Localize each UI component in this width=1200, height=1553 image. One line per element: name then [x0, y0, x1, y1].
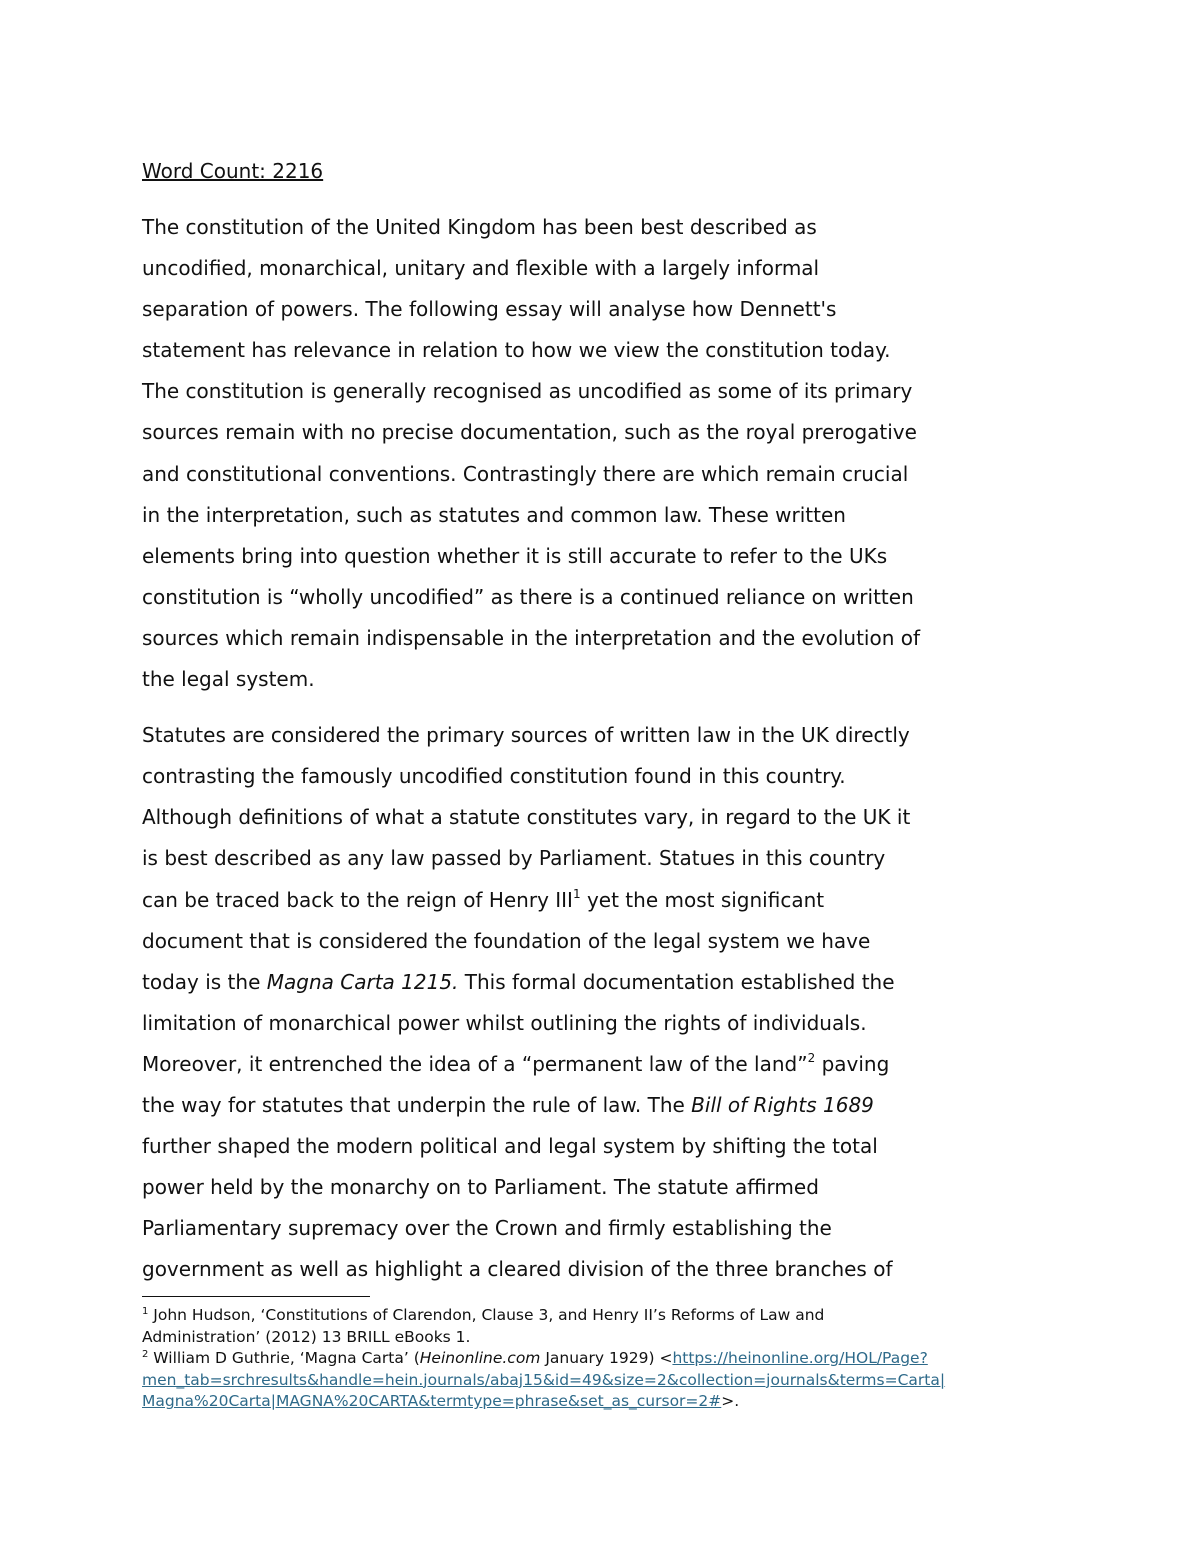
text: paving [815, 1051, 890, 1076]
paragraph-1 [142, 207, 1082, 700]
text-line [142, 1044, 1082, 1085]
text-line: The constitution is generally recognised as uncodified as some of its primary [142, 379, 913, 404]
italic-source: Heinonline.com [419, 1349, 541, 1368]
footnote-ref-1[interactable]: 1 [572, 886, 581, 901]
text-line: sources remain with no precise documentation, such as the royal prerogative [142, 420, 917, 445]
text-line: document that is considered the foundation of the legal system we have [142, 928, 871, 953]
text-line: power held by the monarchy on to Parliament. The statute affirmed [142, 1175, 819, 1200]
text-line: limitation of monarchical power whilst outlining the rights of individuals. [142, 1010, 867, 1035]
footnote-number: 2 [142, 1349, 149, 1361]
source-link[interactable]: men_tab=srchresults&handle=hein.journals/abaj15&id=49&size=2&collection=journals&terms=Carta| [142, 1370, 946, 1389]
word-count-heading: Word Count: 2216 [142, 159, 324, 183]
text-line: uncodified, monarchical, unitary and flexible with a largely informal [142, 256, 820, 281]
text-line: contrasting the famously uncodified constitution found in this country. [142, 764, 846, 789]
text-line: Statutes are considered the primary sources of written law in the UK directly [142, 723, 910, 748]
text: the way for statutes that underpin the rule of law. The [142, 1092, 692, 1117]
text-line: statement has relevance in relation to how we view the constitution today. [142, 338, 891, 363]
text: yet the most significant [580, 887, 825, 912]
text: >. [721, 1392, 740, 1411]
text-line: Administration’ (2012) 13 BRILL eBooks 1. [142, 1327, 471, 1346]
footnote-2 [142, 1348, 1072, 1370]
text-line [142, 962, 1082, 1003]
document-page [142, 151, 1082, 1290]
italic-title: Bill of Rights 1689 [691, 1092, 874, 1117]
text-line: constitution is “wholly uncodified” as there is a continued reliance on written [142, 584, 914, 609]
text-line [142, 1370, 1072, 1392]
text-line: government as well as highlight a cleared division of the three branches of [142, 1257, 893, 1282]
source-link[interactable]: https://heinonline.org/HOL/Page? [672, 1349, 928, 1368]
text: January 1929) < [540, 1349, 673, 1368]
text: This formal documentation established the [458, 969, 895, 994]
footnotes [142, 1305, 1072, 1413]
text-line: separation of powers. The following essay will analyse how Dennett's [142, 297, 837, 322]
text-line: further shaped the modern political and legal system by shifting the total [142, 1134, 878, 1159]
text-line [142, 1391, 1072, 1413]
text-line: sources which remain indispensable in the interpretation and the evolution of [142, 625, 921, 650]
text-line: elements bring into question whether it is still accurate to refer to the UKs [142, 543, 888, 568]
text: William D Guthrie, ‘Magna Carta’ ( [148, 1349, 420, 1368]
text-line: The constitution of the United Kingdom has been best described as [142, 215, 817, 239]
text: today is the [142, 969, 267, 994]
footnote-1 [142, 1305, 1072, 1327]
italic-title: Magna Carta 1215. [266, 969, 459, 994]
source-link[interactable]: Magna%20Carta|MAGNA%20CARTA&termtype=phrase&set_as_cursor=2# [142, 1392, 722, 1411]
text: John Hudson, ‘Constitutions of Clarendon, Clause 3, and Henry II’s Reforms of Law and [148, 1306, 825, 1324]
text-line: is best described as any law passed by Parliament. Statues in this country [142, 846, 886, 871]
footnote-separator [142, 1296, 370, 1297]
footnote-ref-2[interactable]: 2 [807, 1050, 816, 1065]
text-line: the legal system. [142, 667, 315, 692]
text-line [142, 880, 1082, 921]
text-line [142, 1085, 1082, 1126]
text-line: and constitutional conventions. Contrastingly there are which remain crucial [142, 461, 909, 486]
text-line: Although definitions of what a statute constitutes vary, in regard to the UK it [142, 805, 911, 830]
text: can be traced back to the reign of Henry III [142, 887, 573, 912]
paragraph-2 [142, 715, 1082, 1290]
text-line: in the interpretation, such as statutes and common law. These written [142, 502, 846, 527]
text-line: Parliamentary supremacy over the Crown and firmly establishing the [142, 1216, 832, 1241]
text: Moreover, it entrenched the idea of a “permanent law of the land” [142, 1051, 808, 1076]
footnote-number: 1 [142, 1306, 149, 1317]
